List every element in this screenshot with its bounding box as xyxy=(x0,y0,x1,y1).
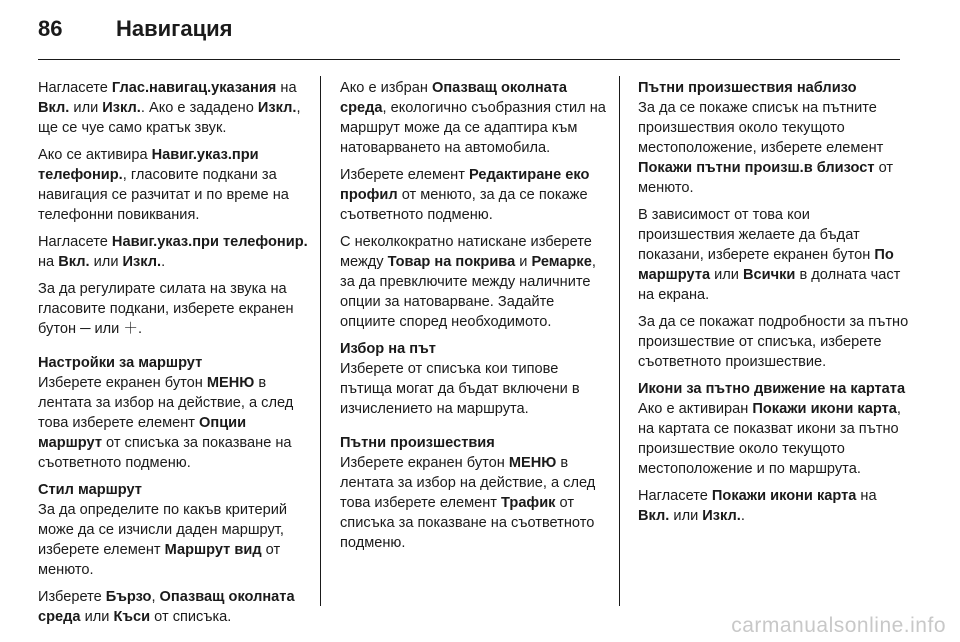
page-number: 86 xyxy=(38,16,63,41)
section-heading: Пътни произшествия наблизо xyxy=(638,80,857,96)
paragraph: С неколкократно натискане изберете между Товар на покрива и Ремарке, за да превключите между наличните опции за натоварване. Задайте опциите според необходимото. xyxy=(340,234,596,330)
column-divider-1 xyxy=(320,76,321,606)
paragraph: Нагласете Глас.навигац.указания на Вкл. или Изкл.. Ако е зададено Изкл., ще се чуе само кратък звук. xyxy=(38,80,301,136)
section-heading: Пътни произшествия xyxy=(340,435,495,451)
paragraph: За да се покажат подробности за пътно произшествие от списъка, изберете съответното произшествие. xyxy=(638,314,909,370)
column-3 xyxy=(638,78,910,533)
section-heading: Избор на път xyxy=(340,341,436,357)
section-heading: Стил маршрут xyxy=(38,482,142,498)
paragraph: Изберете Бързо, Опазващ околната среда или Къси от списъка. xyxy=(38,589,295,625)
paragraph: Ако се активира Навиг.указ.при телефонир., гласовите подкани за навигация се разчитат и по време на телефонни повиквания. xyxy=(38,147,289,223)
minus-icon: ─ xyxy=(80,321,91,337)
paragraph: Ако е активиран Покажи икони карта, на картата се показват икони за пътно произшествие около текущото местоположение и по маршрута. xyxy=(638,401,901,477)
header-rule xyxy=(38,59,900,60)
paragraph: За да регулирате силата на звука на гласовите подкани, изберете екранен бутон ─ или ＋. xyxy=(38,281,294,337)
paragraph: Изберете екранен бутон МЕНЮ в лентата за избор на действие, а след това изберете елемент Трафик от списъка за показване на съответното подменю. xyxy=(340,455,596,551)
paragraph: Изберете екранен бутон МЕНЮ в лентата за избор на действие, а след това изберете елемент Опции маршрут от списъка за показване на съответното подменю. xyxy=(38,375,294,471)
page-header xyxy=(38,16,232,50)
paragraph: За да се покаже списък на пътните произшествия около текущото местоположение, изберете елемент Покажи пътни произш.в близост от менюто. xyxy=(638,100,894,196)
page-title: Навигация xyxy=(116,16,233,41)
section-heading: Настройки за маршрут xyxy=(38,355,203,371)
paragraph: За да определите по какъв критерий може да се изчисли даден маршрут, изберете елемент Маршрут вид от менюто. xyxy=(38,502,288,578)
paragraph: В зависимост от това кои произшествия желаете да бъдат показани, изберете екранен бутон По маршрута или Всички в долната част на екрана. xyxy=(638,207,901,303)
paragraph: Изберете елемент Редактиране еко профил от менюто, за да се покаже съответното подменю. xyxy=(340,167,590,223)
column-2 xyxy=(340,78,612,560)
section-heading: Икони за пътно движение на картата xyxy=(638,381,906,397)
column-divider-2 xyxy=(619,76,620,606)
paragraph: Ако е избран Опазващ околната среда, екологично съобразния стил на маршрут може да се адаптира към натоварването на автомобила. xyxy=(340,80,606,156)
column-1 xyxy=(38,78,310,634)
paragraph: Изберете от списъка кои типове пътища могат да бъдат включени в изчислението на маршрута. xyxy=(340,361,580,417)
paragraph: Нагласете Покажи икони карта на Вкл. или Изкл.. xyxy=(638,488,877,524)
plus-icon: ＋ xyxy=(123,321,138,337)
watermark: carmanualsonline.info xyxy=(731,614,946,637)
paragraph: Нагласете Навиг.указ.при телефонир. на Вкл. или Изкл.. xyxy=(38,234,308,270)
